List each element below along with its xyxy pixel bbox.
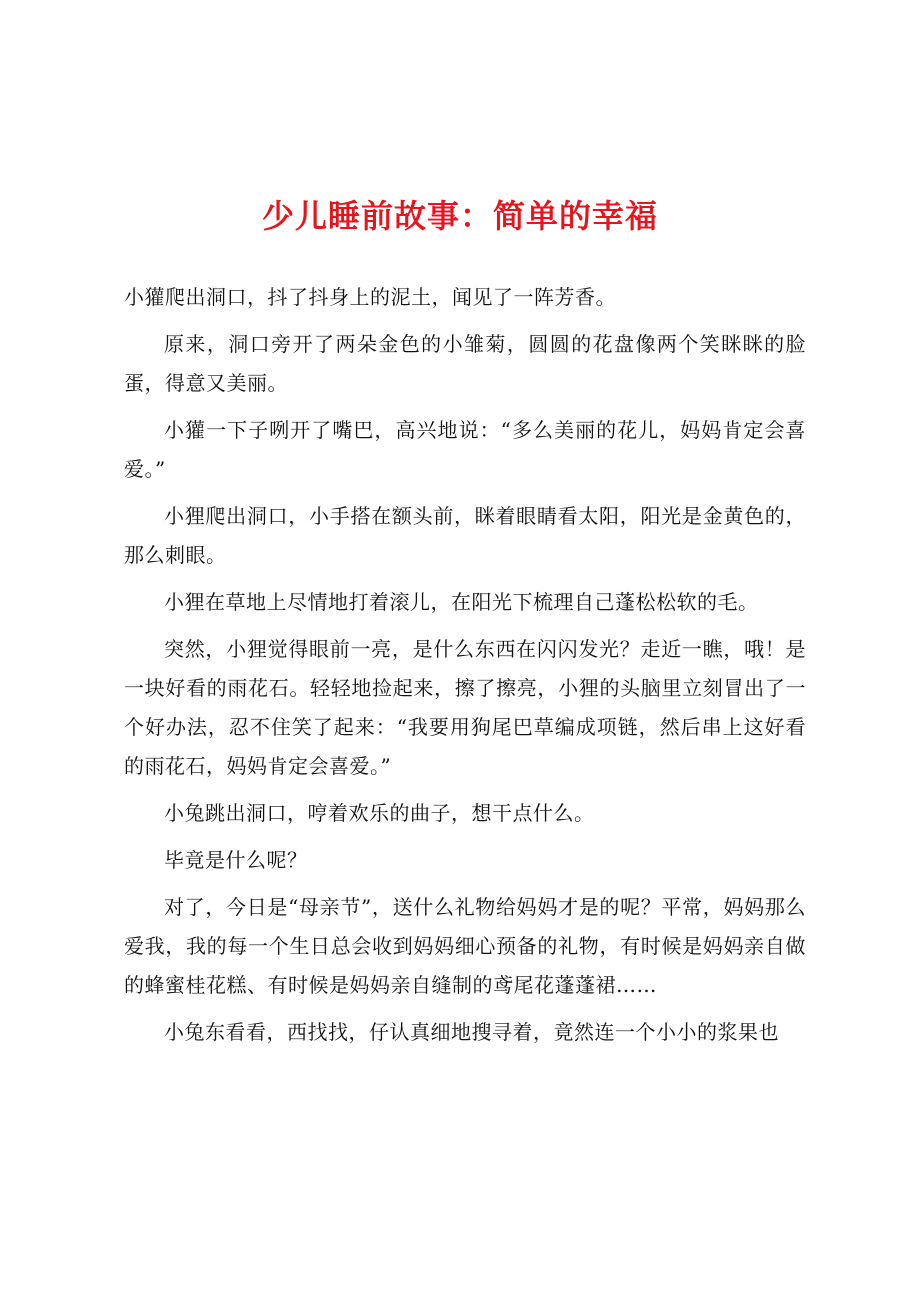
paragraph-3: 小獾一下子咧开了嘴巴，高兴地说：“多么美丽的花儿，妈妈肯定会喜爱。” (124, 418, 806, 481)
paragraph-10: 小兔东看看，西找找，仔认真细地搜寻着，竟然连一个小小的浆果也 (164, 1020, 779, 1044)
paragraph-4: 小狸爬出洞口，小手搭在额头前，眯着眼睛看太阳，阳光是金黄色的，那么刺眼。 (124, 504, 806, 567)
paragraph-9: 对了，今日是“母亲节”，送什么礼物给妈妈才是的呢？平常，妈妈那么爱我，我的每一个生日总会收到妈妈细心预备的礼物，有时候是妈妈亲自做的蜂蜜桂花糕、有时候是妈妈亲自缝制的鸢尾花蓬蓬裙…… (124, 895, 806, 997)
paragraph-5: 小狸在草地上尽情地打着滚儿，在阳光下梳理自己蓬松松软的毛。 (164, 590, 759, 614)
paragraph-6: 突然，小狸觉得眼前一亮，是什么东西在闪闪发光？走近一瞧，哦！是一块好看的雨花石。轻轻地捡起来，擦了擦亮，小狸的头脑里立刻冒出了一个好办法，忍不住笑了起来：“我要用狗尾巴草编成项链，然后串上这好看的雨花石，妈妈肯定会喜爱。” (124, 637, 806, 778)
paragraph-1: 小獾爬出洞口，抖了抖身上的泥土，闻见了一阵芳香。 (124, 285, 616, 309)
paragraph-2: 原来，洞口旁开了两朵金色的小雏菊，圆圆的花盘像两个笑眯眯的脸蛋，得意又美丽。 (124, 332, 806, 395)
document-body (124, 278, 806, 1060)
document-title: 少儿睡前故事：简单的幸福 (261, 197, 658, 235)
paragraph-7: 小兔跳出洞口，哼着欢乐的曲子，想干点什么。 (164, 801, 595, 825)
paragraph-8: 毕竟是什么呢？ (164, 848, 308, 872)
